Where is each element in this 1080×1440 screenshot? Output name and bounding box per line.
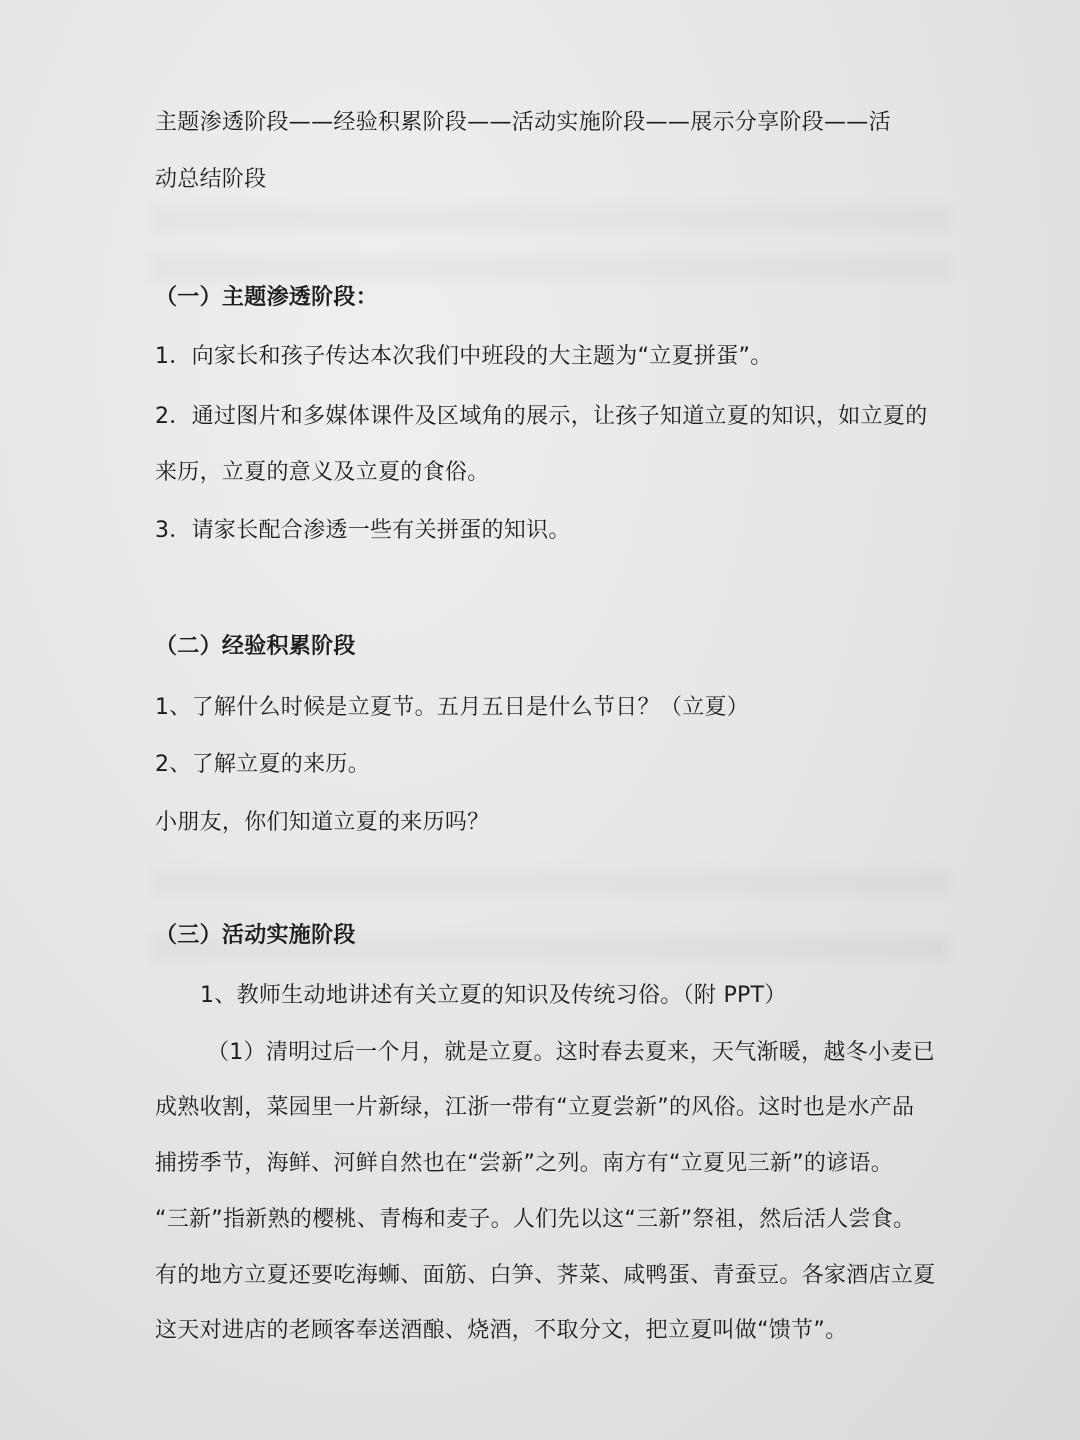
section3-para-line: 成熟收割，菜园里一片新绿，江浙一带有“立夏尝新”的风俗。这时也是水产品 xyxy=(155,1095,915,1120)
section1-item-1: 1．向家长和孩子传达本次我们中班段的大主题为“立夏拼蛋”。 xyxy=(155,344,773,369)
section1-item-2-line-2: 来历，立夏的意义及立夏的食俗。 xyxy=(155,460,490,485)
bleed-through-shadow xyxy=(150,255,950,281)
section3-para-line: 有的地方立夏还要吃海蛳、面筋、白笋、荠菜、咸鸭蛋、青蚕豆。各家酒店立夏 xyxy=(155,1263,936,1288)
section2-item-2: 2、了解立夏的来历。 xyxy=(155,752,370,777)
bleed-through-shadow xyxy=(150,870,950,896)
section2-question: 小朋友，你们知道立夏的来历吗？ xyxy=(155,810,490,835)
section3-para-line: （1）清明过后一个月，就是立夏。这时春去夏来，天气渐暖，越冬小麦已 xyxy=(207,1040,935,1065)
section3-item-1: 1、教师生动地讲述有关立夏的知识及传统习俗。（附 PPT） xyxy=(200,983,787,1008)
bleed-through-shadow xyxy=(150,205,950,231)
section3-para-line: “三新”指新熟的樱桃、青梅和麦子。人们先以这“三新”祭祖，然后活人尝食。 xyxy=(155,1207,916,1232)
section1-item-2-line-1: 2．通过图片和多媒体课件及区域角的展示，让孩子知道立夏的知识，如立夏的 xyxy=(155,404,928,429)
section3-para-line: 这天对进店的老顾客奉送酒酿、烧酒，不取分文，把立夏叫做“馈节”。 xyxy=(155,1318,848,1343)
intro-line-2: 动总结阶段 xyxy=(155,167,267,192)
section1-item-3: 3．请家长配合渗透一些有关拼蛋的知识。 xyxy=(155,518,571,543)
intro-line-1: 主题渗透阶段——经验积累阶段——活动实施阶段——展示分享阶段——活 xyxy=(155,110,891,135)
section2-heading: （二）经验积累阶段 xyxy=(155,634,356,659)
section1-heading: （一）主题渗透阶段： xyxy=(155,285,379,310)
section3-heading: （三）活动实施阶段 xyxy=(155,923,356,948)
section3-para-line: 捕捞季节，海鲜、河鲜自然也在“尝新”之列。南方有“立夏见三新”的谚语。 xyxy=(155,1151,894,1176)
section2-item-1: 1、了解什么时候是立夏节。五月五日是什么节日？（立夏） xyxy=(155,695,750,720)
